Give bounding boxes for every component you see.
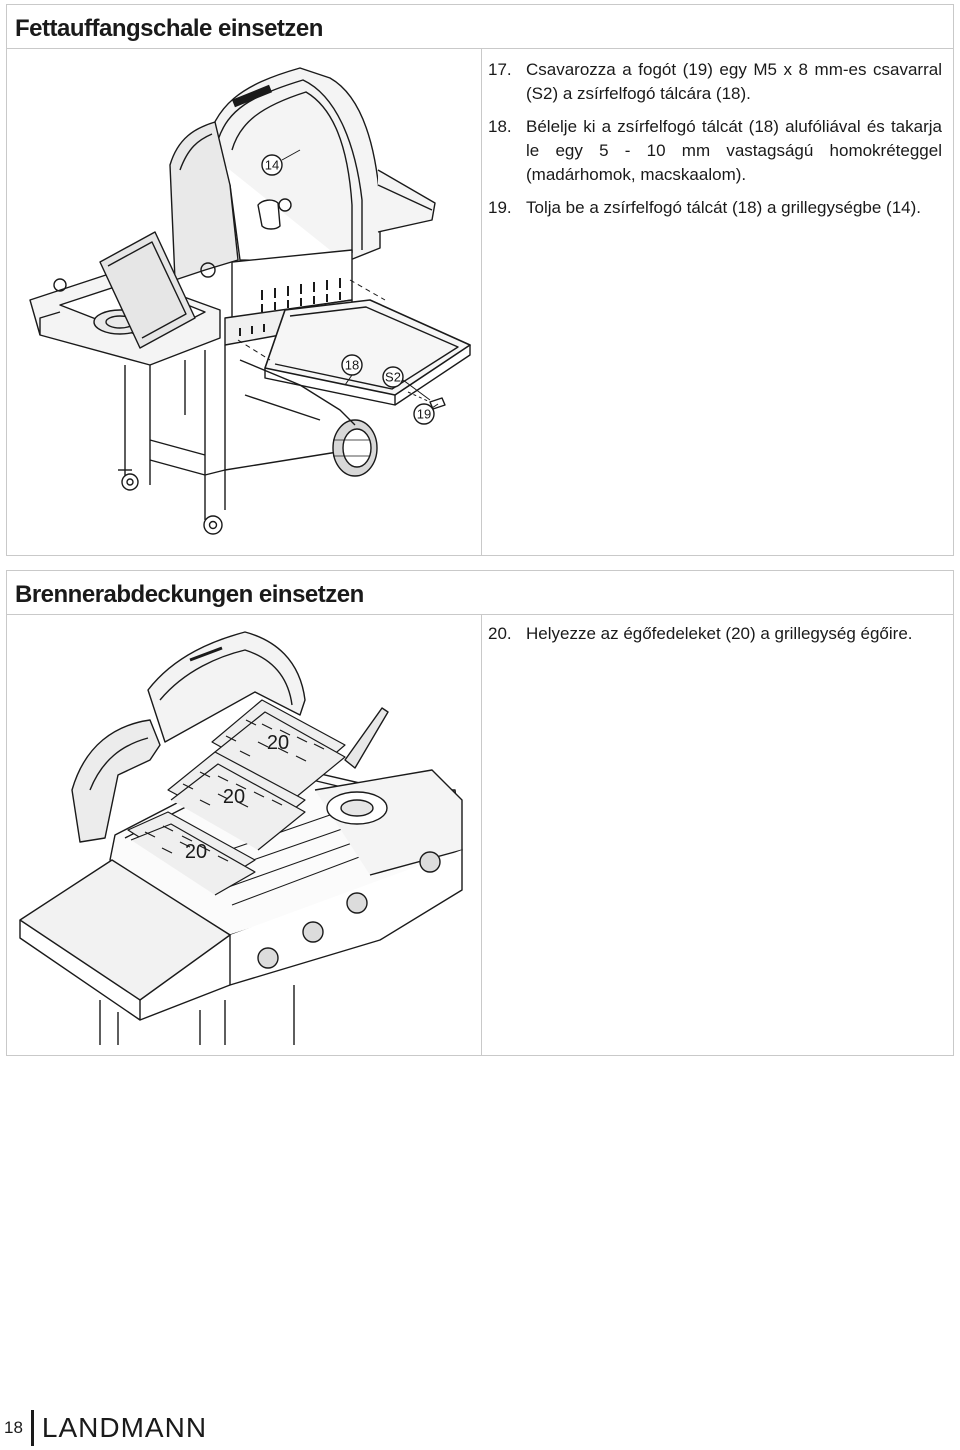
label-cover-1: 20 <box>266 732 290 754</box>
brand-logo: LANDMANN <box>41 1412 208 1443</box>
step-17: 17. Csavarozza a fogót (19) egy M5 x 8 mm-es csavarral (S2) a zsírfelfogó tálcára (18). <box>488 60 942 103</box>
section-title-burner-covers: Brennerabdeckungen einsetzen <box>6 570 954 614</box>
callout-s2: S2 <box>385 369 401 385</box>
label-cover-2: 20 <box>222 786 246 808</box>
label-cover-3: 20 <box>184 841 208 863</box>
step-20: 20. Helyezze az égőfedeleket (20) a grillegység égőire. <box>488 624 913 643</box>
section-title-drip-tray: Fettauffangschale einsetzen <box>6 4 954 48</box>
step-19: 19. Tolja be a zsírfelfogó tálcát (18) a grillegységbe (14). <box>488 198 921 217</box>
page-footer <box>4 1408 207 1448</box>
callout-19: 19 <box>416 406 432 422</box>
callout-18: 18 <box>344 357 360 373</box>
page-number: 18 <box>4 1418 23 1437</box>
callout-14: 14 <box>264 157 280 173</box>
step-18: 18. Bélelje ki a zsírfelfogó tálcát (18) alufóliával és takarja le egy 5 - 10 mm vastagságú homokréteggel (madárhomok, macskaalom). <box>488 117 942 184</box>
